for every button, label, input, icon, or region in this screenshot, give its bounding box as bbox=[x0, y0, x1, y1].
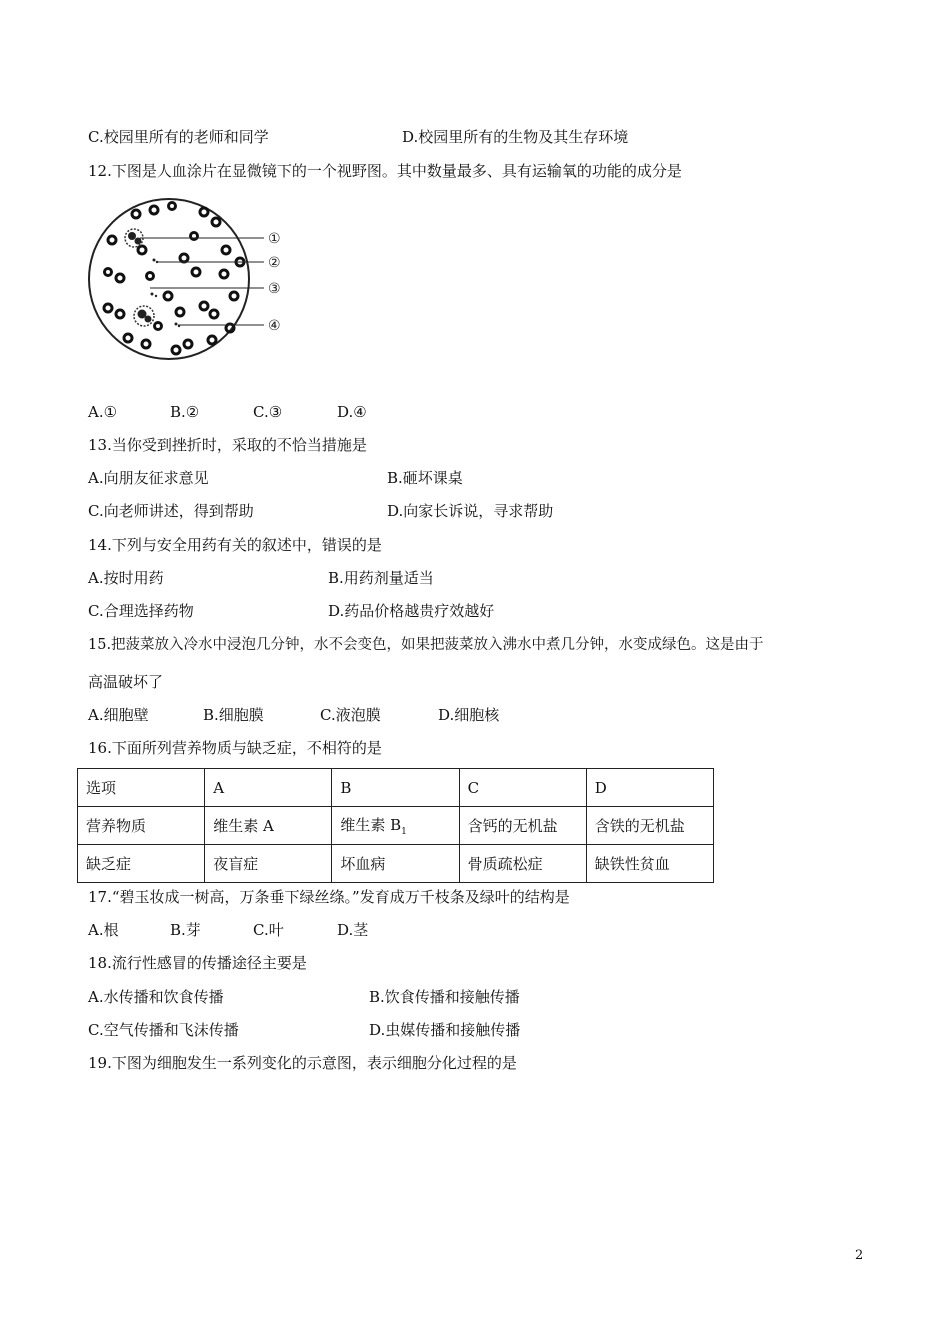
q18-stem: 18.流行性感冒的传播途径主要是 bbox=[88, 954, 307, 972]
vitamin-b-subscript: 1 bbox=[401, 827, 407, 837]
q12-stem: 12.下图是人血涂片在显微镜下的一个视野图。其中数量最多、具有运输氧的功能的成分是 bbox=[88, 162, 682, 180]
q17-stem: 17.“碧玉妆成一树高，万条垂下绿丝绦。”发育成万千枝条及绿叶的结构是 bbox=[88, 888, 570, 906]
q19-stem: 19.下图为细胞发生一系列变化的示意图，表示细胞分化过程的是 bbox=[88, 1054, 517, 1072]
figure-label-2: ② bbox=[268, 255, 281, 271]
q17-option-d: D.茎 bbox=[337, 921, 369, 939]
q17-option-a: A.根 bbox=[88, 921, 119, 939]
table-row bbox=[78, 807, 714, 845]
table-cell: D bbox=[586, 769, 713, 807]
page-number: 2 bbox=[855, 1248, 864, 1263]
table-cell: 坏血病 bbox=[332, 845, 459, 883]
q15-option-c: C.液泡膜 bbox=[320, 706, 381, 724]
q14-option-b: B.用药剂量适当 bbox=[328, 569, 434, 587]
table-cell: 营养物质 bbox=[78, 807, 205, 845]
table-cell: 选项 bbox=[78, 769, 205, 807]
q16-stem: 16.下面所列营养物质与缺乏症，不相符的是 bbox=[88, 739, 382, 757]
table-cell bbox=[332, 807, 459, 845]
table-cell: C bbox=[459, 769, 586, 807]
q13-option-c: C.向老师讲述，得到帮助 bbox=[88, 502, 254, 520]
q14-stem: 14.下列与安全用药有关的叙述中，错误的是 bbox=[88, 536, 382, 554]
q14-option-c: C.合理选择药物 bbox=[88, 602, 194, 620]
q18-option-b: B.饮食传播和接触传播 bbox=[369, 988, 520, 1006]
table-row bbox=[78, 769, 714, 807]
q11-option-c: C.校园里所有的老师和同学 bbox=[88, 128, 269, 146]
table-cell: 含铁的无机盐 bbox=[586, 807, 713, 845]
q13-option-a: A.向朋友征求意见 bbox=[88, 469, 209, 487]
figure-label-4: ④ bbox=[268, 318, 281, 334]
q14-option-d: D.药品价格越贵疗效越好 bbox=[328, 602, 495, 620]
q15-stem-line1: 15.把菠菜放入冷水中浸泡几分钟，水不会变色，如果把菠菜放入沸水中煮几分钟，水变成绿色。这是由于 bbox=[88, 637, 764, 653]
q15-stem-line2: 高温破坏了 bbox=[88, 673, 164, 691]
q16-table bbox=[77, 768, 714, 883]
q15-option-a: A.细胞壁 bbox=[88, 706, 149, 724]
q13-option-d: D.向家长诉说，寻求帮助 bbox=[387, 502, 554, 520]
vitamin-b-text: 维生素 B bbox=[340, 816, 402, 834]
q18-option-c: C.空气传播和飞沫传播 bbox=[88, 1021, 239, 1039]
figure-label-1: ① bbox=[268, 231, 281, 247]
q15-option-b: B.细胞膜 bbox=[203, 706, 264, 724]
q12-option-b: B.② bbox=[170, 403, 200, 421]
blood-smear-figure bbox=[84, 192, 304, 372]
table-row bbox=[78, 845, 714, 883]
q13-option-b: B.砸坏课桌 bbox=[387, 469, 463, 487]
table-cell: 含钙的无机盐 bbox=[459, 807, 586, 845]
table-cell: A bbox=[205, 769, 332, 807]
table-cell: 维生素 A bbox=[205, 807, 332, 845]
q17-option-c: C.叶 bbox=[253, 921, 284, 939]
q18-option-d: D.虫媒传播和接触传播 bbox=[369, 1021, 521, 1039]
table-cell: 缺乏症 bbox=[78, 845, 205, 883]
q12-option-a: A.① bbox=[88, 403, 118, 421]
q14-option-a: A.按时用药 bbox=[88, 569, 164, 587]
q12-option-d: D.④ bbox=[337, 403, 367, 421]
q13-stem: 13.当你受到挫折时，采取的不恰当措施是 bbox=[88, 436, 367, 454]
figure-label-3: ③ bbox=[268, 281, 281, 297]
q11-option-d: D.校园里所有的生物及其生存环境 bbox=[402, 128, 629, 146]
table-cell: B bbox=[332, 769, 459, 807]
q18-option-a: A.水传播和饮食传播 bbox=[88, 988, 224, 1006]
q17-option-b: B.芽 bbox=[170, 921, 201, 939]
table-cell: 骨质疏松症 bbox=[459, 845, 586, 883]
table-cell: 夜盲症 bbox=[205, 845, 332, 883]
q12-option-c: C.③ bbox=[253, 403, 283, 421]
table-cell: 缺铁性贫血 bbox=[586, 845, 713, 883]
q15-option-d: D.细胞核 bbox=[438, 706, 500, 724]
